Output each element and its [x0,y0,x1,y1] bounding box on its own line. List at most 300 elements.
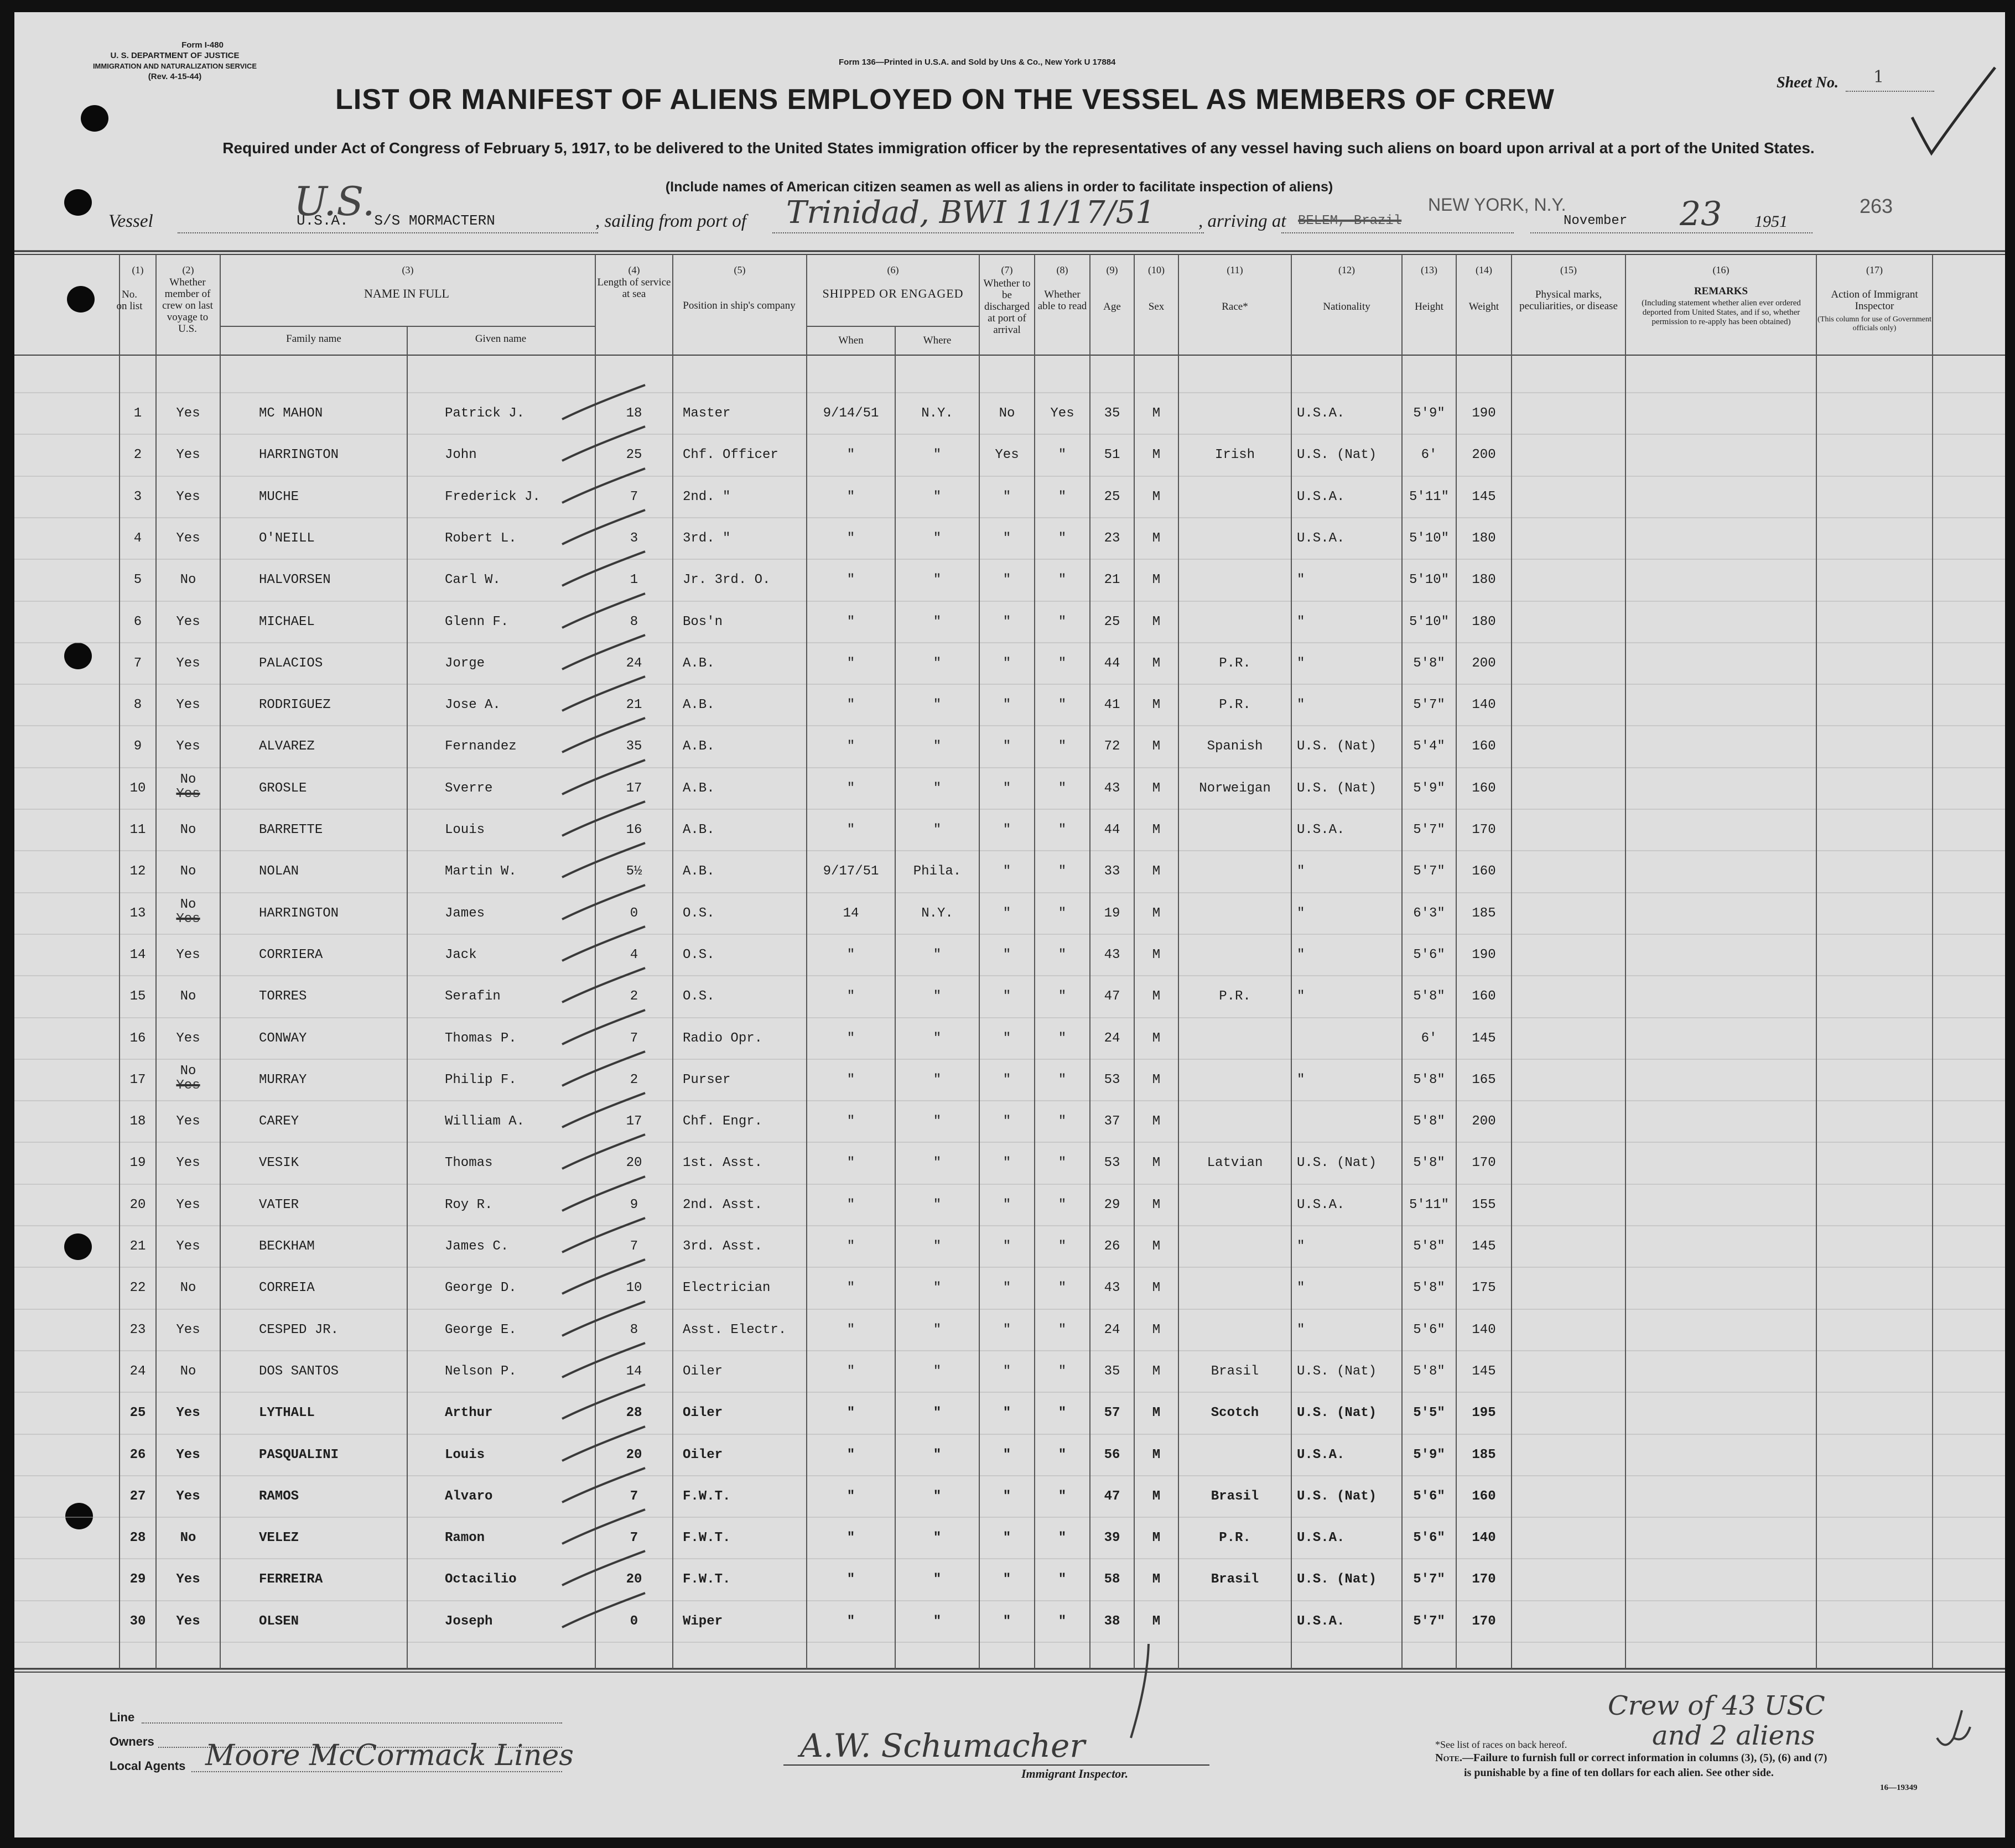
weight-cell: 200 [1472,656,1496,671]
family-name-cell: RODRIGUEZ [259,697,331,712]
crew-last-voyage-cell: Yes [176,656,200,671]
row-number-cell: 29 [129,1572,146,1587]
service-length-cell: 7 [630,1239,638,1254]
row-number-cell: 30 [129,1614,146,1629]
height-cell: 5'8" [1413,1073,1445,1087]
shipped-when-cell: " [846,1531,855,1545]
arriving-struck: BELEM, Brazil [1298,214,1402,228]
service-length-cell: 35 [626,739,642,754]
weight-cell: 140 [1472,1323,1496,1337]
height-cell: 5'6" [1413,1323,1445,1337]
agents-label: Local Agents [110,1759,186,1773]
nationality-cell: " [1297,1280,1305,1295]
shipped-when-cell: " [846,1572,855,1587]
discharged-cell: " [1003,697,1011,712]
shipped-when-cell: " [846,1073,855,1087]
ship-position-cell: Oiler [683,1448,723,1462]
ship-position-cell: O.S. [683,906,715,921]
form-id: Form I-480 [181,40,224,50]
page-stamp: 263 [1860,195,1893,217]
weight-cell: 180 [1472,572,1496,587]
nationality-cell: U.S.A. [1297,823,1345,837]
crew-last-voyage-cell: Yes [176,948,200,962]
family-name-cell: FERREIRA [259,1572,323,1587]
sex-cell: M [1152,1531,1161,1545]
service-length-cell: 4 [630,948,638,962]
age-cell: 19 [1104,906,1120,921]
height-cell: 5'7" [1413,697,1445,712]
weight-cell: 160 [1472,781,1496,796]
able-to-read-cell: " [1058,1405,1067,1420]
age-cell: 53 [1104,1073,1120,1087]
nationality-cell: U.S.A. [1297,531,1345,546]
row-number-cell: 11 [129,823,146,837]
given-name-cell: Alvaro [445,1489,493,1504]
shipped-when-cell: " [846,1031,855,1046]
ship-position-cell: 2nd. Asst. [683,1198,763,1212]
printer-line: Form 136—Printed in U.S.A. and Sold by Uns & Co., New York U 17884 [839,58,1116,67]
sex-cell: M [1152,447,1161,462]
age-cell: 25 [1104,490,1120,504]
ship-position-cell: O.S. [683,948,715,962]
shipped-where-cell: " [933,1198,942,1212]
age-cell: 24 [1104,1031,1120,1046]
discharged-cell: " [1003,1031,1011,1046]
ship-position-cell: 1st. Asst. [683,1155,763,1170]
sex-cell: M [1152,1572,1161,1587]
sex-cell: M [1152,1489,1161,1504]
shipped-when-cell: " [846,1489,855,1504]
discharged-cell: " [1003,1405,1011,1420]
weight-cell: 190 [1472,406,1496,421]
given-name-cell: Carl W. [445,572,501,587]
sex-cell: M [1152,823,1161,837]
crew-struck-cell: Yes [176,787,200,801]
age-cell: 44 [1104,656,1120,671]
race-cell: P.R. [1219,697,1251,712]
crew-last-voyage-cell: Yes [176,406,200,421]
sex-cell: M [1152,615,1161,629]
able-to-read-cell: " [1058,948,1067,962]
given-name-cell: Philip F. [445,1073,517,1087]
able-to-read-cell: " [1058,1364,1067,1379]
crew-last-voyage-cell: Yes [176,1031,200,1046]
shipped-when-cell: 9/14/51 [823,406,879,421]
penalty-note [1435,1752,1827,1764]
shipped-when-cell: " [846,656,855,671]
discharged-cell: " [1003,531,1011,546]
column-number: (12) [1338,264,1355,275]
able-to-read-cell: " [1058,864,1067,879]
discharged-cell: " [1003,572,1011,587]
given-name-cell: George D. [445,1280,517,1295]
ship-position-cell: A.B. [683,864,715,879]
family-name-cell: OLSEN [259,1614,299,1629]
sex-cell: M [1152,572,1161,587]
row-number-cell: 4 [133,531,142,546]
discharged-cell: " [1003,739,1011,754]
shipped-when-cell: 14 [843,906,859,921]
able-to-read-cell: " [1058,739,1067,754]
shipped-when-cell: " [846,572,855,587]
given-name-cell: Serafin [445,989,501,1004]
sex-cell: M [1152,739,1161,754]
age-cell: 43 [1104,781,1120,796]
shipped-where-cell: " [933,1114,942,1129]
discharged-cell: " [1003,1114,1011,1129]
crew-last-voyage-cell: Yes [176,1489,200,1504]
family-name-cell: PASQUALINI [259,1448,339,1462]
column-number: (17) [1866,264,1883,275]
shipped-where-cell: " [933,739,942,754]
able-to-read-cell: " [1058,906,1067,921]
row-number-cell: 21 [129,1239,146,1254]
shipped-where-cell: " [933,1280,942,1295]
discharged-cell: " [1003,1323,1011,1337]
row-number-cell: 23 [129,1323,146,1337]
sex-cell: M [1152,406,1161,421]
race-cell: Latvian [1207,1155,1263,1170]
ship-position-cell: Bos'n [683,615,723,629]
service-length-cell: 20 [626,1448,642,1462]
shipped-where-cell: " [933,1031,942,1046]
line-label: Line [110,1710,135,1724]
discharged-cell: No [999,406,1015,421]
race-cell: Brasil [1211,1572,1259,1587]
able-to-read-cell: " [1058,531,1067,546]
shipped-when-cell: " [846,1614,855,1629]
family-name-cell: VATER [259,1198,299,1212]
ship-position-cell: A.B. [683,823,715,837]
service-length-cell: 25 [626,447,642,462]
able-to-read-cell: " [1058,447,1067,462]
row-number-cell: 16 [129,1031,146,1046]
service-length-cell: 5½ [626,864,642,879]
col-header-remarks-note: (Including statement whether alien ever ordered deported from United States, and if so, whether permission to re-apply has been obtained) [1642,299,1801,326]
service-length-cell: 9 [630,1198,638,1212]
nationality-cell: U.S.A. [1297,1448,1345,1462]
row-number-cell: 6 [133,615,142,629]
crew-last-voyage-cell: No [180,864,196,879]
column-number: (9) [1106,264,1118,275]
ship-position-cell: F.W.T. [683,1489,731,1504]
crew-last-voyage-cell: No [180,1280,196,1295]
age-cell: 37 [1104,1114,1120,1129]
ship-position-cell: 3rd. " [683,531,731,546]
weight-cell: 165 [1472,1073,1496,1087]
age-cell: 47 [1104,989,1120,1004]
ship-position-cell: F.W.T. [683,1572,731,1587]
shipped-where-cell: " [933,1489,942,1504]
service-length-cell: 0 [630,906,638,921]
age-cell: 35 [1104,1364,1120,1379]
able-to-read-cell: " [1058,781,1067,796]
include-note: (Include names of American citizen seamen as well as aliens in order to facilitate inspection of aliens) [665,179,1333,195]
weight-cell: 180 [1472,531,1496,546]
weight-cell: 190 [1472,948,1496,962]
height-cell: 5'8" [1413,1239,1445,1254]
family-name-cell: CORREIA [259,1280,315,1295]
service-length-cell: 24 [626,656,642,671]
sex-cell: M [1152,1614,1161,1629]
sex-cell: M [1152,1155,1161,1170]
able-to-read-cell: " [1058,1239,1067,1254]
service-length-cell: 14 [626,1364,642,1379]
nationality-cell: U.S. (Nat) [1297,1405,1377,1420]
given-name-cell: Arthur [445,1405,493,1420]
shipped-when-cell: " [846,1114,855,1129]
weight-cell: 200 [1472,447,1496,462]
discharged-cell: " [1003,781,1011,796]
ship-position-cell: A.B. [683,697,715,712]
nationality-cell: U.S.A. [1297,490,1345,504]
given-name-cell: Robert L. [445,531,517,546]
service-length-cell: 1 [630,572,638,587]
able-to-read-cell: " [1058,1155,1067,1170]
arriving-stamp: NEW YORK, N.Y. [1428,195,1566,215]
crew-last-voyage-cell: Yes [176,697,200,712]
service-length-cell: 2 [630,989,638,1004]
race-cell: P.R. [1219,656,1251,671]
crew-last-voyage-cell: Yes [176,1572,200,1587]
shipped-where-cell: " [933,781,942,796]
discharged-cell: " [1003,948,1011,962]
crew-last-voyage-cell: No [180,1364,196,1379]
col-header-shipped: SHIPPED OR ENGAGED [822,287,964,300]
column-number: (8) [1056,264,1068,275]
able-to-read-cell: " [1058,1448,1067,1462]
service-length-cell: 7 [630,1031,638,1046]
family-name-cell: HARRINGTON [259,906,339,921]
ship-position-cell: Master [683,406,731,421]
height-cell: 5'11" [1409,1198,1449,1212]
shipped-where-cell: " [933,1405,942,1420]
ship-position-cell: F.W.T. [683,1531,731,1545]
sex-cell: M [1152,490,1161,504]
given-name-cell: Glenn F. [445,615,509,629]
discharged-cell: Yes [995,447,1019,462]
column-number: (4) [628,264,640,275]
family-name-cell: RAMOS [259,1489,299,1504]
weight-cell: 140 [1472,1531,1496,1545]
given-name-cell: Ramon [445,1531,485,1545]
crew-note-line1: Crew of 43 USC [1608,1690,1825,1721]
row-number-cell: 15 [129,989,146,1004]
height-cell: 5'7" [1413,1572,1445,1587]
race-cell: Norweigan [1199,781,1271,796]
column-number: (11) [1227,264,1243,275]
nationality-cell: " [1297,906,1305,921]
vessel-label: Vessel [108,211,153,231]
col-header-remarks: REMARKS [1694,285,1748,297]
col-header-position: Position in ship's company [683,300,796,311]
discharged-cell: " [1003,1489,1011,1504]
ship-position-cell: Asst. Electr. [683,1323,787,1337]
crew-last-voyage-cell: Yes [176,739,200,754]
shipped-where-cell: " [933,615,942,629]
family-name-cell: TORRES [259,989,307,1004]
sex-cell: M [1152,1239,1161,1254]
age-cell: 25 [1104,615,1120,629]
row-number-cell: 18 [129,1114,146,1129]
family-name-cell: BARRETTE [259,823,323,837]
sex-cell: M [1152,864,1161,879]
discharged-cell: " [1003,490,1011,504]
inspector-signature: A.W. Schumacher [800,1727,1086,1764]
age-cell: 43 [1104,948,1120,962]
row-number-cell: 24 [129,1364,146,1379]
row-number-cell: 19 [129,1155,146,1170]
column-number: (14) [1476,264,1492,275]
nationality-cell: U.S.A. [1297,1531,1345,1545]
height-cell: 5'6" [1413,1489,1445,1504]
ship-position-cell: Electrician [683,1280,771,1295]
height-cell: 5'7" [1413,1614,1445,1629]
discharged-cell: " [1003,823,1011,837]
given-name-cell: Patrick J. [445,406,525,421]
shipped-when-cell: " [846,739,855,754]
col-header-height: Height [1415,301,1443,313]
given-name-cell: Frederick J. [445,490,541,504]
col-header-service: Length of service at sea [597,277,671,300]
arrival-year: 1951 [1754,212,1788,231]
able-to-read-cell: " [1058,615,1067,629]
weight-cell: 170 [1472,1572,1496,1587]
column-number: (5) [734,264,746,275]
weight-cell: 170 [1472,823,1496,837]
col-header-where: Where [923,335,952,346]
weight-cell: 155 [1472,1198,1496,1212]
col-header-no: No. on list [116,289,143,312]
service-length-cell: 3 [630,531,638,546]
ship-position-cell: Purser [683,1073,731,1087]
shipped-when-cell: " [846,1239,855,1254]
race-cell: Scotch [1211,1405,1259,1420]
sailing-label: , sailing from port of [595,211,746,231]
form-code: 16—19349 [1880,1783,1918,1792]
arrival-day: 23 [1680,195,1722,233]
family-name-cell: MICHAEL [259,615,315,629]
given-name-cell: William A. [445,1114,525,1129]
able-to-read-cell: " [1058,656,1067,671]
crew-last-voyage-cell: Yes [176,1198,200,1212]
nationality-cell: U.S. (Nat) [1297,1489,1377,1504]
race-cell: Brasil [1211,1364,1259,1379]
row-number-cell: 27 [129,1489,146,1504]
service-length-cell: 17 [626,781,642,796]
height-cell: 5'8" [1413,1280,1445,1295]
weight-cell: 145 [1472,1364,1496,1379]
age-cell: 38 [1104,1614,1120,1629]
sex-cell: M [1152,1280,1161,1295]
given-name-cell: Sverre [445,781,493,796]
service-length-cell: 7 [630,490,638,504]
discharged-cell: " [1003,615,1011,629]
crew-last-voyage-cell: Yes [176,1239,200,1254]
age-cell: 47 [1104,1489,1120,1504]
footer-block [14,1672,2005,1837]
ship-position-cell: Oiler [683,1364,723,1379]
weight-cell: 145 [1472,1239,1496,1254]
ship-position-cell: 2nd. " [683,490,731,504]
column-number: (7) [1001,264,1013,275]
race-cell: Irish [1214,447,1255,462]
shipped-where-cell: " [933,572,942,587]
note-text: —Failure to furnish full or correct information in columns (3), (5), (6) and (7) [1462,1752,1827,1764]
weight-cell: 160 [1472,864,1496,879]
able-to-read-cell: " [1058,1614,1067,1629]
penalty-note-2: is punishable by a fine of ten dollars for each alien. See other side. [1464,1767,1774,1779]
service-length-cell: 17 [626,1114,642,1129]
able-to-read-cell: " [1058,1031,1067,1046]
shipped-where-cell: " [933,1239,942,1254]
given-name-cell: Jose A. [445,697,501,712]
age-cell: 29 [1104,1198,1120,1212]
height-cell: 5'5" [1413,1405,1445,1420]
column-number: (1) [132,264,144,275]
age-cell: 33 [1104,864,1120,879]
weight-cell: 170 [1472,1155,1496,1170]
shipped-when-cell: " [846,823,855,837]
row-number-cell: 25 [129,1405,146,1420]
age-cell: 41 [1104,697,1120,712]
race-cell: P.R. [1219,1531,1251,1545]
column-number: (16) [1712,264,1730,275]
given-name-cell: George E. [445,1323,517,1337]
shipped-where-cell: " [933,1572,942,1587]
height-cell: 6' [1421,1031,1437,1046]
service-length-cell: 7 [630,1489,638,1504]
arrival-month: November [1564,214,1628,228]
crew-struck-cell: Yes [176,1078,200,1093]
service-length-cell: 16 [626,823,642,837]
discharged-cell: " [1003,656,1011,671]
age-cell: 39 [1104,1531,1120,1545]
nationality-cell: U.S. (Nat) [1297,1155,1377,1170]
service-length-cell: 10 [626,1280,642,1295]
discharged-cell: " [1003,1531,1011,1545]
arriving-label: , arriving at [1198,211,1286,231]
col-header-physical: Physical marks, peculiarities, or disease [1519,289,1618,312]
family-name-cell: HARRINGTON [259,447,339,462]
height-cell: 5'6" [1413,1531,1445,1545]
row-number-cell: 8 [133,697,142,712]
row-number-cell: 14 [129,948,146,962]
family-name-cell: MURRAY [259,1073,307,1087]
inspector-label: Immigrant Inspector. [1021,1767,1129,1781]
col-header-action-note: (This column for use of Government officials only) [1817,315,1931,332]
given-name-cell: Fernandez [445,739,517,754]
row-number-cell: 22 [129,1280,146,1295]
races-note: *See list of races on back hereof. [1435,1739,1567,1750]
manifest-sheet [14,12,2005,1837]
crew-note-line2: and 2 aliens [1652,1720,1815,1751]
form-revision: (Rev. 4-15-44) [148,72,202,81]
crew-last-voyage-cell: Yes [176,615,200,629]
weight-cell: 160 [1472,989,1496,1004]
sex-cell: M [1152,1448,1161,1462]
shipped-when-cell: " [846,531,855,546]
given-name-cell: Jack [445,948,477,962]
crew-last-voyage-cell: No [180,897,196,912]
row-number-cell: 20 [129,1198,146,1212]
discharged-cell: " [1003,1280,1011,1295]
row-number-cell: 28 [129,1531,146,1545]
ship-position-cell: A.B. [683,656,715,671]
nationality-cell: " [1297,615,1305,629]
shipped-when-cell: " [846,781,855,796]
sex-cell: M [1152,1323,1161,1337]
